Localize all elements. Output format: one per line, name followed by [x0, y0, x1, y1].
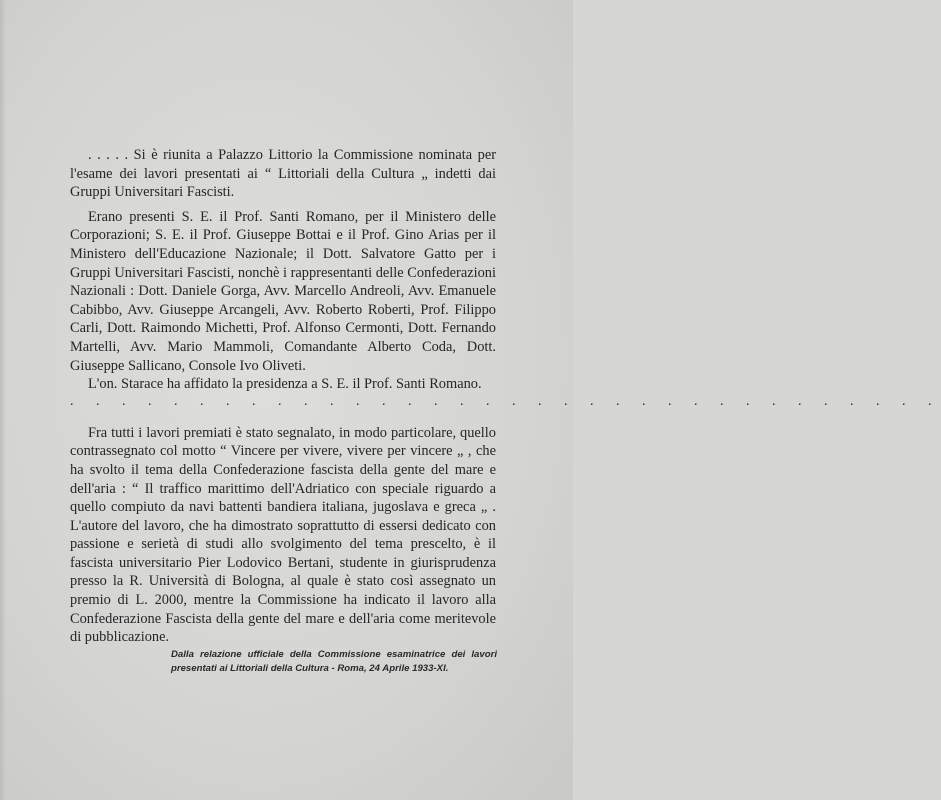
meeting-paragraph: . . . . . Si è riunita a Palazzo Littorio la Commissione nominata per l'esame dei lavori presentati ai “ Littoriali della Cultura „ indetti dai Gruppi Universitari Fascisti. — [70, 147, 496, 201]
attendees-paragraph: Erano presenti S. E. il Prof. Santi Romano, per il Ministero delle Corporazioni; S. E. il Prof. Giuseppe Bottai e il Prof. Gino Arias per il Ministero dell'Educazione Nazionale; il Dott. Salvatore Gatto per i Gruppi Universitari Fascisti, nonchè i rappresentanti delle Confederazioni Nazionali : Dott. Daniele Gorga, Avv. Marcello Andreoli, Avv. Emanuele Cabibbo, Avv. Giuseppe Arcangeli, Avv. Roberto Roberti, Prof. Filippo Carli, Dott. Raimondo Michetti, Prof. Alfonso Cermonti, Dott. Fernando Martelli, Avv. Mario Mammoli, Comandante Alberto Coda, Dott. Giuseppe Sallicano, Console Ivo Oliveti. — [70, 208, 496, 374]
source-caption: Dalla relazione ufficiale della Commissione esaminatrice dei lavori presentati ai Littoriali della Cultura - Roma, 24 Aprile 1933-XI. — [171, 649, 497, 674]
report-body — [70, 146, 941, 647]
page-edge-shadow — [0, 0, 6, 800]
award-paragraph: Fra tutti i lavori premiati è stato segnalato, in modo particolare, quello contrassegnato col motto “ Vincere per vivere, vivere per vincere „ , che ha svolto il tema della Confederazione fascista della gente del mare e dell'aria : “ Il traffico marittimo dell'Adriatico con speciale riguardo a quello compiuto da navi battenti bandiera italiana, jugoslava e greca „ . L'autore del lavoro, che ha dimostrato soprattutto di essersi dedicato con passione e serietà di studi allo svolgimento del tema prescelto, è il fascista universitario Pier Lodovico Bertani, studente in giurisprudenza presso la R. Università di Bologna, al quale è stato così assegnato un premio di L. 2000, mentre la Commissione ha indicato il lavoro alla Confederazione Fascista della gente del mare e dell'aria come meritevole di pubblicazione. — [70, 424, 496, 646]
presidency-paragraph: L'on. Starace ha affidato la presidenza a S. E. il Prof. Santi Romano. — [88, 376, 482, 393]
ellipsis-separator: . . . . . . . . . . . . . . . . . . . . . . . . . . . . . . . . . . — [70, 393, 941, 409]
